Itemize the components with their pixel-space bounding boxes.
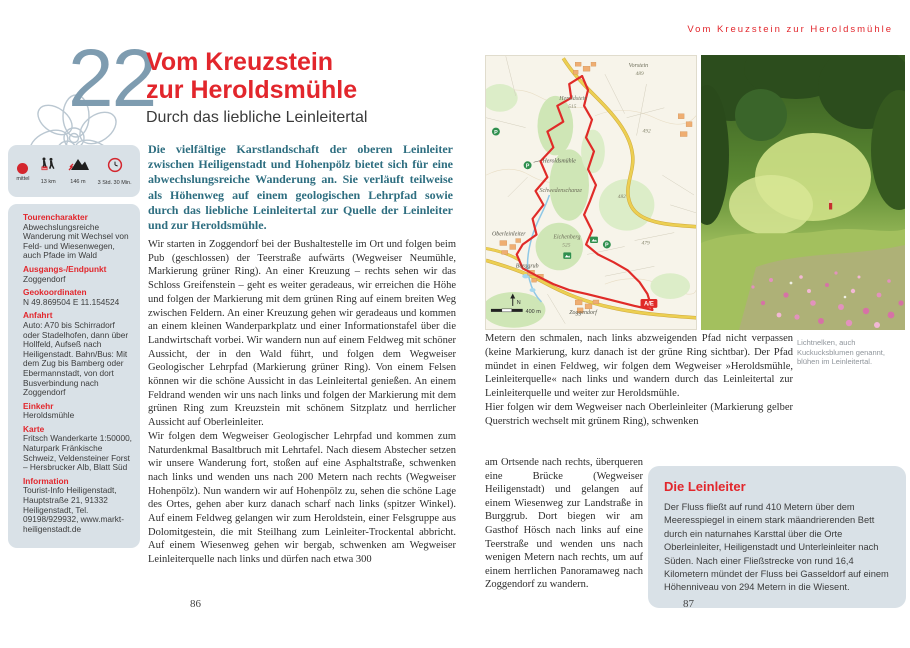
- body-paragraph: Metern den schmalen, nach links abzweigenden Pfad nicht verpassen (keine Markierung, kurz danach ist der grüne Ring sichtbar). Der Pfad mündet in einen Feldweg, wir folgen dem Wegweiser »Heroldsmühle, Leinleiterquelle« nach links und wandern durch das Leinleitertal zur Leinleiterquelle und weiter zur Heroldsmühle.: [485, 333, 793, 400]
- start-end-badge: [641, 299, 658, 308]
- body-paragraph: Wir folgen dem Wegweiser Geologischer Lehrpfad und kommen zum Naturdenkmal Basaltbruch mit Lehrtafel. Nach diesem Abstecher setzen wir unsere Wanderung fort, stoßen auf eine Asphaltstraße, schwenken nach links und wenden uns nach 200 Metern nach rechts (Wegweiser Hohenpölz). Nun wandern wir auf Hohenpölz zu, sehen die schöne Lage des Ortes, gehen aber kurz danach scharf nach links (spitzer Winkel). Auf einem Feldweg gelangen wir zum Heroldstein, einer Felsgruppe aus Dolomitgestein, die mit Steilhang zum Leinleiter-Trockental abbricht. Auf einem Wiesenweg gehen wir bergab, schwenken am Wegweiser Leinleiterquelle nach links und dürfen nach etwa 300: [148, 430, 456, 566]
- sidebar-body: Zoggendorf: [23, 273, 66, 284]
- hiker-icon: [38, 157, 58, 177]
- viewpoint-icon: [590, 237, 598, 243]
- body-paragraph-narrow: am Ortsende nach rechts, überqueren eine Brücke (Wegweiser Heiligenstadt) und gelangen auf einem Wiesenweg zur Landstraße in Burggrub. Dort biegen wir am Gasthof Hösch nach links auf eine Teerstraße und wenden uns nach wenigen Metern nach rechts, um auf einem herrlichen Panoramaweg nach Zoggendorf zu wandern.: [485, 457, 643, 591]
- stat-label: 13 km: [40, 179, 56, 185]
- sidebar-heading: Geokoordinaten: [23, 287, 87, 298]
- sidebar-body: Heroldsmühle: [23, 410, 75, 421]
- svg-text:400 m: 400 m: [525, 308, 541, 315]
- sidebar-heading: Tourencharakter: [23, 212, 88, 222]
- sidebar-heading: Einkehr: [23, 400, 54, 411]
- svg-text:km: km: [42, 166, 47, 171]
- page-number-left: 86: [190, 598, 201, 610]
- stat-duration: [98, 157, 132, 186]
- sidebar-heading: Information: [23, 475, 69, 486]
- map-label: 515: [568, 103, 577, 110]
- tour-info-sidebar: [8, 204, 140, 548]
- viewpoint-icon: [563, 252, 571, 258]
- info-box: [648, 466, 906, 608]
- sidebar-body: Abwechslungsreiche Wanderung mit Wechsel von Feld- und Wiesenwegen, auch Pfade im Wald: [23, 221, 129, 261]
- sidebar-heading: Anfahrt: [23, 310, 53, 321]
- map-label: 492: [642, 128, 651, 135]
- tour-title-line1: Vom Kreuzstein: [146, 48, 334, 76]
- page-number-right: 87: [683, 598, 694, 610]
- tour-subtitle: Durch das liebliche Leinleitertal: [146, 109, 368, 126]
- tour-title-line2: zur Heroldsmühle: [146, 76, 358, 104]
- sidebar-section-karte: [23, 425, 132, 473]
- info-box-title: Die Leinleiter: [664, 479, 746, 494]
- hiker-figure: [829, 200, 832, 210]
- map-label: Heroldsmühle: [542, 158, 576, 165]
- parking-icon: P: [605, 242, 609, 249]
- sidebar-heading: Ausgangs-/Endpunkt: [23, 263, 107, 274]
- map-label: Zoggendorf: [569, 309, 597, 316]
- difficulty-dot-icon: [17, 163, 28, 174]
- sidebar-heading: Karte: [23, 423, 45, 434]
- body-paragraph: Wir starten in Zoggendorf bei der Bushaltestelle im Ort und folgen beim Pub (geschlossen) der Teerstraße aufwärts (Wegweiser Neumühle, Markierung grüner Ring). An einer Kreuzung – rechts sehen wir das Schloss Greifenstein – geht es weiter geradeaus, wir erreichen die Höhe und folgen der Markierung mit dem grünen Ring auf einem breiten Weg zwischen Feldern. An einer Kreuzung gehen wir geradeaus und kommen an einem kleinen Wanderparkplatz und einer Informationstafel über die Landwirtschaft vorbei. Wir wandern nun auf einem Feldweg mit schöner Aussicht, der in den Wald führt, und folgen dem Wegweiser Geologischer Lehrpfad (Markierung grüner Ring). Von einem Felsen können wir die schöne Aussicht in das Leinleitertal genießen. An einem Feldrand wenden wir uns nach links und folgen der Markierung mit dem grünen Ring zum Kreuzstein mit schönem Sitzplatz und herrlicher Aussicht auf Oberleinleiter.: [148, 239, 456, 429]
- map-label: Schwedenschanze: [539, 188, 583, 195]
- map-label: Vorstein: [628, 63, 649, 70]
- stat-label: mittel: [16, 176, 30, 182]
- map-label: Burggrub: [515, 263, 539, 270]
- clock-icon: [107, 157, 123, 178]
- stat-elevation: [67, 157, 89, 185]
- tour-number: 22: [68, 33, 156, 124]
- sidebar-section-endpunkt: [23, 265, 132, 284]
- sidebar-section-information: [23, 477, 132, 535]
- info-box-body: Der Fluss fließt auf rund 410 Metern über dem Meeresspiegel in einem stark mäandrierenden Bett durch ein naturnahes Karsttal über die Orte Oberleinleiter, Heiligenstadt und Unterleinleiter nach Süden. Nach einer Fließstrecke von rund 16,4 Kilometern mündet der Fluss bei Gasseldorf auf einem Höhenniveau von 294 Metern in die Wiesent.: [664, 502, 889, 593]
- svg-text:A/E: A/E: [643, 301, 654, 308]
- sidebar-body: N 49.869504 E 11.154524: [23, 296, 120, 307]
- sidebar-body: Auto: A70 bis Schirradorf oder Stadelhofen, dann über Hollfeld, Aufseß nach Heiligenstadt. Bahn/Bus: Mit dem Zug bis Bamberg oder Ebermannstadt, von dort Busverbindung nach Zoggendorf: [23, 319, 129, 398]
- map-label: 489: [635, 71, 644, 78]
- stat-distance: [38, 157, 58, 185]
- running-head: Vom Kreuzstein zur Heroldsmühle: [687, 24, 893, 35]
- stat-label: 146 m: [70, 179, 86, 185]
- svg-text:N: N: [516, 299, 521, 306]
- map-label: Oberleinleiter: [491, 231, 526, 238]
- elevation-icon: [67, 157, 89, 177]
- intro-paragraph: Die vielfältige Karstlandschaft der oberen Leinleiter zwischen Heiligenstadt und Hohenpölz bietet sich für eine abwechslungsreiche Wanderung an. Sie verläuft teilweise als Höhenweg auf einem geologischen Lehrpfad sowie durch das liebliche Leinleitertal zur Quelle der Leinleiter und zur Heroldsmühle.: [148, 142, 453, 233]
- tour-stats-box: [8, 145, 140, 197]
- route-map: [485, 55, 697, 330]
- sidebar-section-einkehr: [23, 402, 132, 421]
- map-label: Heroldstein: [559, 95, 588, 102]
- photo-meadow: [701, 55, 905, 330]
- tour-title: [146, 48, 357, 104]
- stat-difficulty: [16, 160, 29, 182]
- body-paragraph: Hier folgen wir dem Wegweiser nach Oberleinleiter (Markierung gelber Querstrich wechselt mit grünem Ring), schwenken: [485, 401, 793, 427]
- sidebar-section-tourencharakter: [23, 213, 132, 261]
- map-label: 482: [617, 193, 626, 200]
- map-label: Eichenberg: [553, 234, 581, 241]
- stat-label: 3 Std. 30 Min.: [97, 179, 132, 186]
- map-label: 525: [562, 242, 571, 249]
- parking-icon: P: [525, 163, 530, 170]
- left-page-body: [148, 238, 456, 567]
- sidebar-section-anfahrt: [23, 311, 132, 397]
- right-page-body: [485, 332, 793, 429]
- map-label: 479: [641, 240, 650, 247]
- sidebar-body: Tourist-Info Heiligenstadt, Hauptstraße 21, 91332 Heiligenstadt, Tel. 09198/929932, www.markt-heiligenstadt.de: [23, 485, 125, 534]
- parking-icon: P: [494, 129, 498, 136]
- sidebar-section-geokoordinaten: [23, 288, 132, 307]
- sidebar-body: Fritsch Wanderkarte 1:50000, Naturpark Fränkische Schweiz, Veldensteiner Forst – Hersbrucker Alb, Blatt Süd: [23, 433, 132, 473]
- photo-caption: Lichtnelken, auch Kuckucksblumen genannt, blühen im Leinleitertal.: [797, 338, 885, 367]
